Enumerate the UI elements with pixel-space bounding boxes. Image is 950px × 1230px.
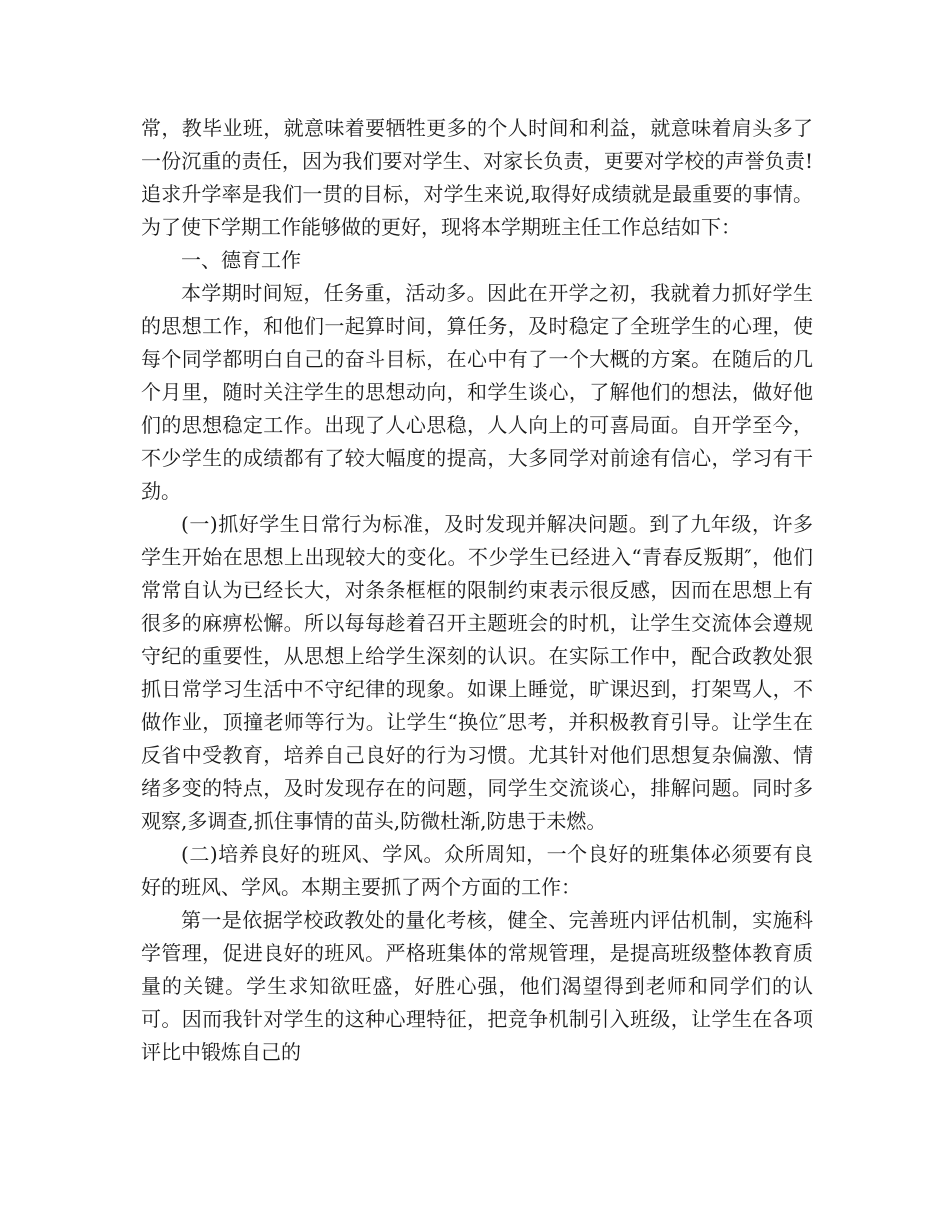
- document-body: [141, 112, 813, 1069]
- section-heading-moral-education: 一、德育工作: [181, 248, 301, 272]
- paragraph-behavior-standards: (一)抓好学生日常行为标准，及时发现并解决问题。到了九年级，许多学生开始在思想上出现较大的变化。不少学生已经进入“青春反叛期″，他们常常自认为已经长大，对条条框框的限制约束表示很反感，因而在思想上有很多的麻痹松懈。所以每每趁着召开主题班会的时机，让学生交流体会遵规守纪的重要性，从思想上给学生深刻的认识。在实际工作中，配合政教处狠抓日常学习生活中不守纪律的现象。如课上睡觉，旷课迟到，打架骂人，不做作业，顶撞老师等行为。让学生“换位″思考，并积极教育引导。让学生在反省中受教育，培养自己良好的行为习惯。尤其针对他们思想复杂偏激、情绪多变的特点，及时发现存在的问题，同学生交流谈心，排解问题。同时多观察,多调查,抓住事情的苗头,防微杜渐,防患于未燃。: [141, 512, 813, 833]
- paragraph-intro-continuation: 常，教毕业班，就意味着要牺牲更多的个人时间和利益，就意味着肩头多了一份沉重的责任，因为我们要对学生、对家长负责，更要对学校的声誉负责!追求升学率是我们一贯的目标，对学生来说,取得好成绩就是最重要的事情。为了使下学期工作能够做的更好，现将本学期班主任工作总结如下：: [141, 116, 813, 239]
- paragraph-evaluation-mechanism: 第一是依据学校政教处的量化考核，健全、完善班内评估机制，实施科学管理，促进良好的班风。严格班集体的常规管理，是提高班级整体教育质量的关键。学生求知欲旺盛，好胜心强，他们渴望得到老师和同学们的认可。因而我针对学生的这种心理特征，把竞争机制引入班级，让学生在各项评比中锻炼自己的: [141, 908, 813, 1064]
- paragraph-moral-education: 本学期时间短，任务重，活动多。因此在开学之初，我就着力抓好学生的思想工作，和他们一起算时间，算任务，及时稳定了全班学生的心理，使每个同学都明白自己的奋斗目标，在心中有了一个大概的方案。在随后的几个月里，随时关注学生的思想动向，和学生谈心，了解他们的想法，做好他们的思想稳定工作。出现了人心思稳，人人向上的可喜局面。自开学至今，不少学生的成绩都有了较大幅度的提高，大多同学对前途有信心，学习有干劲。: [141, 281, 813, 503]
- paragraph-class-style: (二)培养良好的班风、学风。众所周知，一个良好的班集体必须要有良好的班风、学风。本期主要抓了两个方面的工作：: [141, 842, 813, 899]
